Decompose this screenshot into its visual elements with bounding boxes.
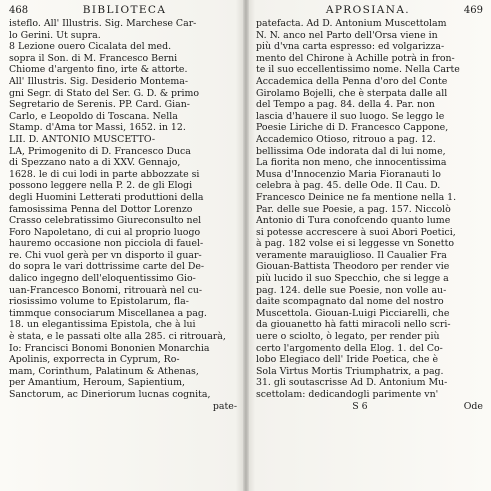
text-line: à pag. 182 volse ei si leggesse vn Sonetto — [256, 238, 454, 250]
left-running-title: BIBLIOTECA — [82, 4, 167, 16]
text-line: Giouan-Battista Theodoro per render vie — [256, 261, 450, 273]
text-line: lascia d'hauere il suo luogo. Se leggo le — [256, 110, 445, 122]
text-line: Sola Virtus Mortis Triumphatrix, a pag. — [256, 365, 444, 377]
right-running-title: APROSIANA. — [325, 4, 411, 16]
text-line: 1628. le di cui lodi in parte abbozzate si — [9, 168, 200, 180]
text-line: più d'vna carta espresso: ed volgarizza- — [256, 41, 445, 53]
text-line: te il suo eccellentissimo nome. Nella Carte — [256, 64, 460, 76]
text-line: Chiome d'argento fino, irte & attorte. — [9, 64, 188, 76]
text-line: famosissima Penna del Dottor Lorenzo — [9, 203, 193, 215]
text-line: Sanctorum, ac Dineriorum lucnas cognita, — [9, 389, 211, 400]
text-line: Foro Napoletano, di cui al proprio luogo — [9, 226, 201, 238]
text-line: uere o sciolto, ò legato, per render più — [256, 331, 440, 343]
left-page-number: 468 — [9, 5, 29, 16]
text-line: si potesse accrescere à suoi Abori Poetici, — [256, 226, 456, 238]
text-line: Musa d'Innocenzio Maria Fioranauti lo — [256, 168, 441, 180]
text-line: riosissimo volume to Epistolarum, fla- — [9, 296, 189, 308]
text-line: di Spezzano nato a di XXV. Gennajo, — [9, 157, 181, 169]
left-page-header — [9, 4, 237, 17]
text-line: pag. 124. delle sue Poesie, non volle au- — [256, 284, 447, 296]
text-line: del Tempo a pag. 84. della 4. Par. non — [256, 99, 435, 111]
text-line: timmque consociarum Miscellanea a pag. — [9, 307, 207, 319]
left-catchword: pate- — [212, 400, 237, 412]
text-line: uan-Francesco Bonomi, ritrouarà nel cu- — [9, 284, 203, 296]
right-page-footer — [256, 401, 483, 413]
right-catchword: Ode — [463, 400, 483, 412]
text-line: possono leggere nella P. 2. de gli Elogi — [9, 180, 193, 192]
text-line: Carlo, e Leopoldo di Toscana. Nella — [9, 110, 178, 122]
left-page-text — [9, 18, 237, 401]
text-line: lo Gerini. Ut supra. — [9, 29, 101, 41]
text-line: dalico ingegno dell'eloquentissimo Gio- — [9, 273, 196, 285]
text-line: bellissima Ode indorata dal di lui nome, — [256, 145, 446, 157]
text-line: veramente marauiglioso. Il Caualier Fra — [256, 249, 447, 261]
right-page-number: 469 — [463, 5, 483, 16]
text-line: isteflo. All' Illustris. Sig. Marchese Car- — [9, 18, 197, 29]
text-line: lobo Elegiaco dell' Iride Poetica, che è — [256, 354, 438, 366]
text-line: per Amantium, Heroum, Sapientium, — [9, 377, 185, 389]
text-line: Accademica della Penna d'oro del Conte — [256, 75, 448, 87]
text-line: patefacta. Ad D. Antonium Muscettolam — [256, 18, 447, 29]
right-page-text — [256, 18, 483, 401]
text-line: degli Huomini Letterati produttioni della — [9, 191, 204, 203]
text-line: Antonio di Tura conofcendo quanto lume — [256, 215, 451, 227]
text-line: All' Illustris. Sig. Desiderio Montema- — [9, 75, 189, 87]
text-line: Stamp. d'Ama tor Massi, 1652. in 12. — [9, 122, 186, 134]
right-page — [249, 0, 491, 491]
text-line: Crasso celebratissimo Giureconsulto nel — [9, 215, 202, 227]
text-line: Girolamo Bojelli, che è sterpata dalle all — [256, 87, 448, 99]
text-line: più lucido il suo Specchio, che si legge a — [256, 273, 449, 285]
right-page-header — [256, 4, 483, 17]
text-line: celebra à pag. 45. delle Ode. Il Cau. D. — [256, 180, 441, 192]
text-line: è stata, e le passati olte alla 285. ci ritrouarà, — [9, 331, 226, 343]
text-line: daite scompagnato dal nome del nostro — [256, 296, 444, 308]
left-page — [0, 0, 243, 491]
text-line: Par. delle sue Poesie, a pag. 157. Niccolò — [256, 203, 451, 215]
text-line: Francesco Deinice ne fa mentione nella 1. — [256, 191, 457, 203]
text-line: Muscettola. Giouan-Luigi Picciarelli, che — [256, 307, 450, 319]
text-line: da giouanetto hà fatti miracoli nello scri- — [256, 319, 451, 331]
text-line: La fiorita non meno, che innocentissima — [256, 157, 447, 169]
text-line: Accademico Otioso, ritrouo a pag. 12. — [256, 133, 436, 145]
text-line: Io: Francisci Bonomi Bononien Monarchia — [9, 342, 210, 354]
text-line: re. Chi vuol gerà per vn disporto il guar- — [9, 249, 202, 261]
signature-mark: S 6 — [352, 400, 368, 412]
text-line: LA, Primogenito di D. Francesco Duca — [9, 145, 191, 157]
text-line: 18. un elegantissima Epistola, che à lui — [9, 319, 196, 331]
text-line: do sopra le vari dottrissime carte del De- — [9, 261, 205, 273]
text-line: certo l'argomento della Elog. 1. del Co- — [256, 342, 443, 354]
text-line: 8 Lezione ouero Cicalata del med. — [9, 41, 172, 53]
text-line: Apolinis, exporrecta in Cyprum, Ro- — [9, 354, 180, 366]
text-line: LII. D. ANTONIO MUSCETTO- — [9, 133, 156, 145]
text-line: 31. gli soutascrisse Ad D. Antonium Mu- — [256, 377, 448, 389]
text-line: mam, Corinthum, Palatinum & Athenas, — [9, 365, 199, 377]
text-line: Poesie Liriche di D. Francesco Cappone, — [256, 122, 449, 134]
text-line: scettolam: dedicandogli parimente vn' — [256, 389, 439, 400]
text-line: Segretario de Serenis. PP. Card. Gian- — [9, 99, 190, 111]
text-line: hauremo occasione non picciola di fauel- — [9, 238, 204, 250]
text-line: mento del Chirone à Achille potrà in fron- — [256, 52, 455, 64]
text-line: N. N. anco nel Parto dell'Orsa viene in — [256, 29, 438, 41]
text-line: sopra il Son. di M. Francesco Berni — [9, 52, 178, 64]
text-line: gni Segr. di Stato del Ser. G. D. & primo — [9, 87, 200, 99]
